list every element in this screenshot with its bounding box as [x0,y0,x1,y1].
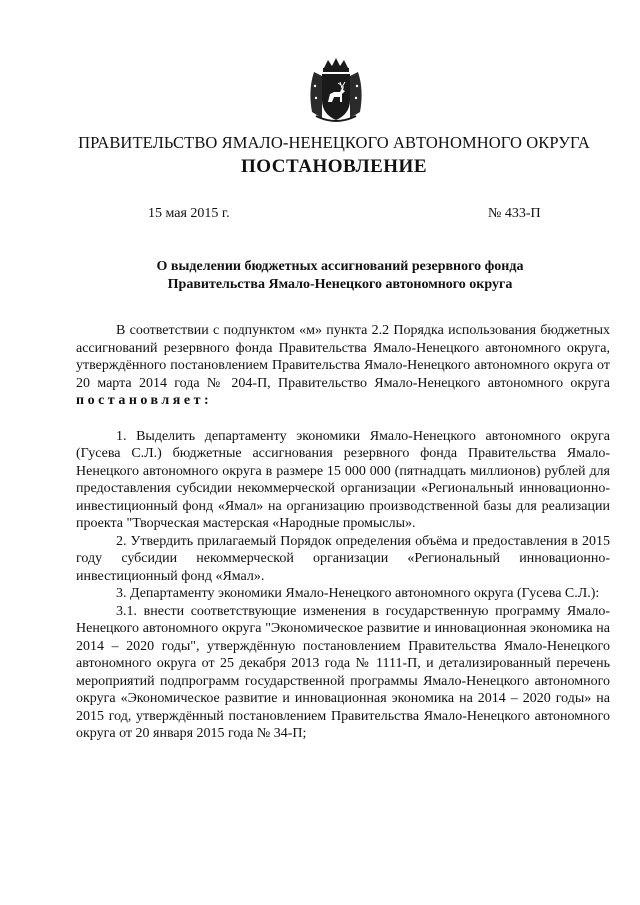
title-line-2: Правительства Ямало-Ненецкого автономного округа [167,277,513,292]
document-title [100,258,580,294]
document-number: № 433-П [488,206,541,221]
document-body [76,322,610,743]
preamble-paragraph [76,322,610,410]
document-date: 15 мая 2015 г. [148,206,230,221]
organization-name: ПРАВИТЕЛЬСТВО ЯМАЛО-НЕНЕЦКОГО АВТОНОМНОГО ОКРУГА [78,133,590,152]
document-type: ПОСТАНОВЛЕНИЕ [240,156,428,177]
preamble-text: В соответствии с подпунктом «м» пункта 2.2 Порядка использования бюджетных ассигнований резервного фонда Правительства Ямало-Ненецкого автономного округа, утверждённого постановлением Правительства Ямало-Ненецкого автономного округа от 20 марта 2014 года № 204-П, Правительство Ямало-Ненецкого автономного округа [76,323,610,391]
decree-word: постановляет: [76,393,213,408]
coat-of-arms-icon [304,56,368,124]
paragraph-1: 1. Выделить департаменту экономики Ямало-Ненецкого автономного округа (Гусева С.Л.) бюджетные ассигнования резервного фонда Правительства Ямало-Ненецкого автономного округа в размере 15 000 000 (пятнадцать миллионов) рублей для предоставления субсидии некоммерческой организации «Региональный инновационно-инвестиционный фонд «Ямал» на организацию производственной базы для реализации проекта "Творческая мастерская «Народные промыслы». [76,428,610,531]
title-line-1: О выделении бюджетных ассигнований резервного фонда [156,259,524,274]
paragraph-2: 2. Утвердить прилагаемый Порядок определения объёма и предоставления в 2015 году субсидии некоммерческой организации «Региональный инновационно-инвестиционный фонд «Ямал». [76,533,610,584]
paragraph-3-1: 3.1. внести соответствующие изменения в государственную программу Ямало-Ненецкого автономного округа "Экономическое развитие и инновационная экономика на 2014 – 2020 годы", утверждённую постановлением Правительства Ямало-Ненецкого автономного округа от 25 декабря 2013 года № 1111-П, и детализированный перечень мероприятий подпрограмм государственной программы Ямало-Ненецкого автономного округа «Экономическое развитие и инновационная экономика на 2014 – 2020 годы» на 2015 год, утверждённый постановлением Правительства Ямало-Ненецкого автономного округа от 20 января 2015 года № 34-П; [76,603,610,741]
paragraph-3: 3. Департаменту экономики Ямало-Ненецкого автономного округа (Гусева С.Л.): [116,586,600,601]
